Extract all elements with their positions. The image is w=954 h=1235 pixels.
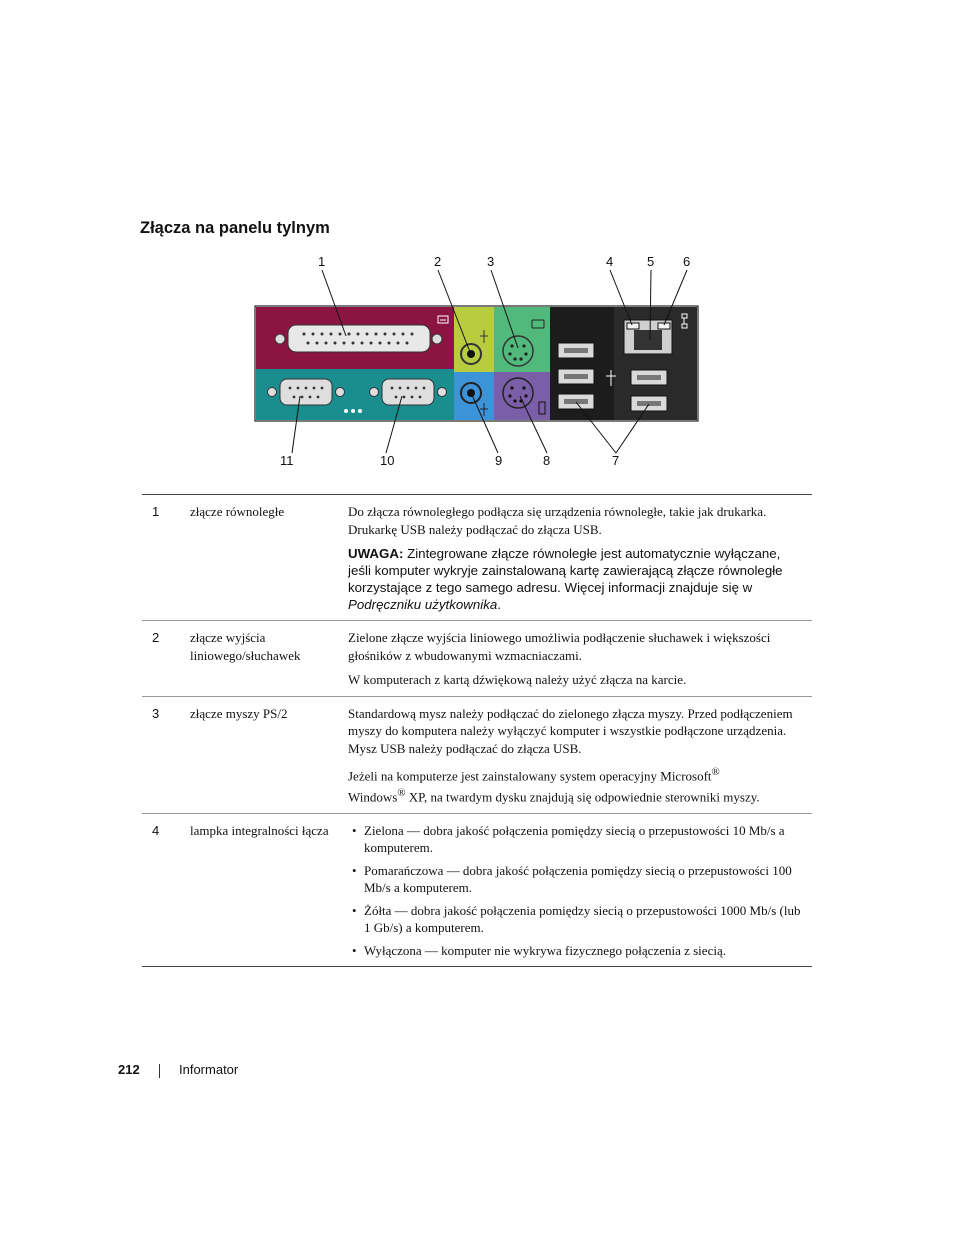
mouse-port[interactable] [503,336,533,366]
connector-description [348,495,812,621]
section-heading: Złącza na panelu tylnym [140,219,330,237]
connector-description [348,621,812,697]
parallel-port[interactable] [288,325,430,352]
callout-11: 11 [280,453,294,468]
description-paragraph: W komputerach z kartą dźwiękową należy użyć złącza na karcie. [348,672,687,687]
table-row [142,621,812,697]
usb-port-4[interactable] [631,370,667,385]
row-number: 3 [152,705,160,721]
usb-port-3[interactable] [558,394,594,409]
description-paragraph: Standardową mysz należy podłączać do zielonego złącza myszy. Przed podłączeniem myszy do komputera należy wyłączyć komputer i wszystkie podłączone urządzenia. Mysz USB należy podłączać do złącza USB. [348,705,793,756]
footer-title: Informator [179,1062,239,1077]
note-label: UWAGA: [348,546,404,561]
rear-panel-diagram [250,248,710,473]
serial-port-1[interactable] [280,379,332,405]
table-row [142,495,812,621]
link-integrity-light [627,323,639,329]
connector-description [348,813,812,967]
callout-4: 4 [606,254,614,269]
note-end: . [497,597,501,612]
table-row [142,696,812,813]
text-span: XP, na twardym dysku znajdują się odpowiednie sterowniki myszy. [405,789,760,805]
connector-name: złącze równoległe [190,504,285,519]
description-paragraph: Zielone złącze wyjścia liniowego umożliwia podłączenie słuchawek i większości głośników z wbudowanymi wzmacniaczami. [348,630,771,663]
list-item: • Pomarańczowa — dobra jakość połączenia pomiędzy siecią o przepustowości 100 Mb/s a komputerem. [364,862,806,897]
row-number: 2 [152,630,160,645]
text-span: Jeżeli na komputerze jest zainstalowany system operacyjny Microsoft [348,768,712,784]
callout-3: 3 [487,254,495,269]
footer-divider [159,1064,160,1078]
connector-description [348,696,812,813]
callout-7: 7 [612,453,620,468]
callout-10: 10 [380,453,395,468]
usb-port-1[interactable] [558,343,594,358]
row-number: 4 [152,822,160,838]
connector-name: lampka integralności łącza [190,822,329,838]
callout-9: 9 [495,453,503,468]
description-paragraph: Do złącza równoległego podłącza się urządzenia równoległe, takie jak drukarka. Drukarkę USB należy podłączać do złącza USB. [348,504,767,537]
table-row [142,813,812,967]
serial-port-2[interactable] [382,379,434,405]
callout-1: 1 [318,254,326,269]
callout-5: 5 [647,254,655,269]
list-item: • Zielona — dobra jakość połączenia pomiędzy siecią o przepustowości 10 Mb/s a komputerem. [364,822,806,857]
list-item: • Żółta — dobra jakość połączenia pomiędzy siecią o przepustowości 1000 Mb/s (lub 1 Gb/s) a komputerem. [364,902,806,937]
status-list [348,822,806,960]
list-item: • Wyłączona — komputer nie wykrywa fizycznego połączenia z siecią. [364,942,806,960]
note-text: Zintegrowane złącze równoległe jest automatycznie wyłączane, jeśli komputer wykryje zainstalowaną kartę zawierającą złącze równoległe korzystające z tego samego adresu. Więcej informacji znajduje się w [348,546,783,595]
note [348,545,806,613]
page-number: 212 [118,1062,140,1077]
description-paragraph [348,764,806,806]
text-span: Windows [348,789,398,805]
note-italic: Podręczniku użytkownika [348,597,498,612]
connector-table [142,494,812,967]
usb-port-2[interactable] [558,369,594,384]
connector-name: złącze myszy PS/2 [190,705,288,721]
callout-2: 2 [434,254,442,269]
keyboard-port[interactable] [503,378,533,408]
callout-6: 6 [683,254,691,269]
registered-mark: ® [711,766,720,778]
callout-8: 8 [543,453,551,468]
row-number: 1 [152,504,160,519]
connector-name: złącze wyjścia liniowego/słuchawek [190,630,301,663]
registered-mark: ® [397,786,406,799]
usb-port-5[interactable] [631,396,667,411]
serial-icon [344,409,362,413]
